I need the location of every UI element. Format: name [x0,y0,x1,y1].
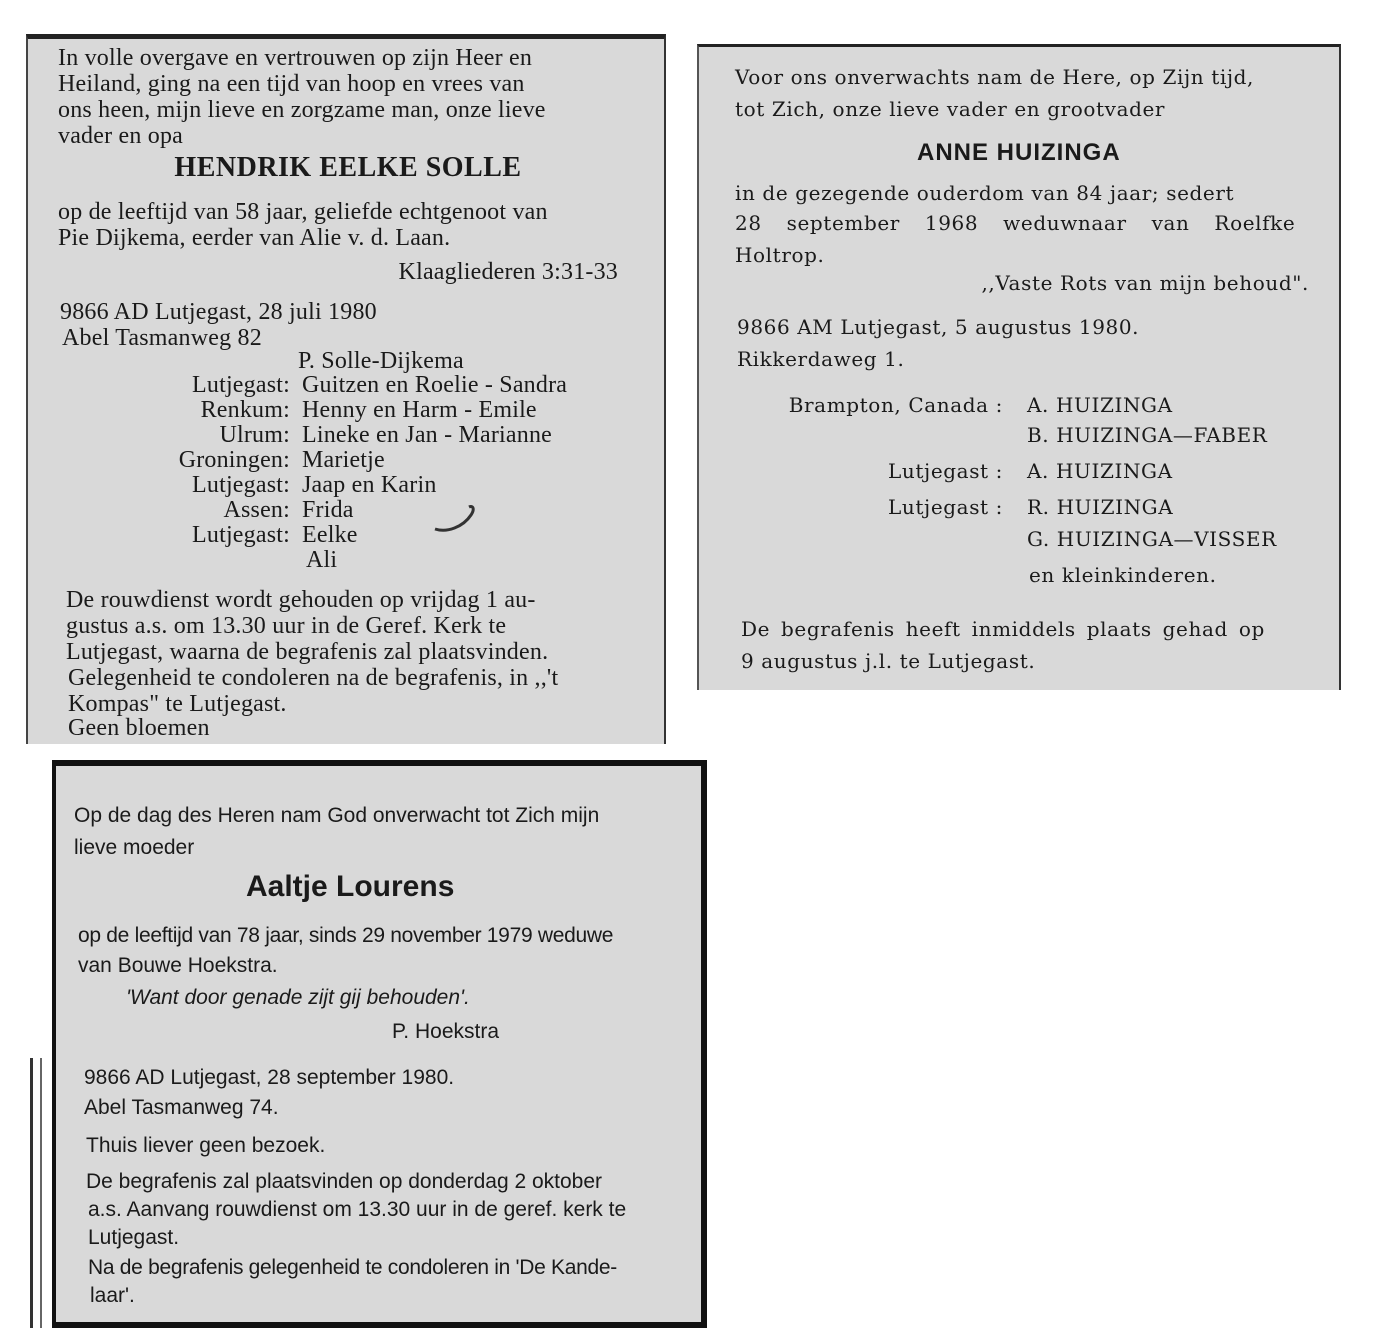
family-names: Ali [306,547,338,573]
details-line: op de leeftijd van 58 jaar, geliefde echtgenoot van [58,199,548,225]
family-place: Lutjegast: [192,472,290,498]
family-names: Lineke en Jan - Marianne [302,422,553,448]
address-line: 9866 AM Lutjegast, 5 augustus 1980. [737,315,1140,339]
details-line: 28 september 1968 weduwnaar van Roelfke [735,211,1296,235]
notice-lourens [52,760,707,1328]
address-line: Abel Tasmanweg 74. [84,1096,279,1119]
closing-line: Gelegenheid te condoleren na de begrafenis, in ,,'t [68,665,559,691]
details-line: Holtrop. [735,243,825,267]
clipping-edge [30,1058,33,1328]
visit-note: Thuis liever geen bezoek. [86,1134,326,1157]
notice-huizinga [697,44,1341,690]
closing-line: a.s. Aanvang rouwdienst om 13.30 uur in de geref. kerk te [88,1198,627,1221]
closing-line: 9 augustus j.l. te Lutjegast. [741,649,1036,673]
clipping-edge [40,1058,42,1328]
address-line: Rikkerdaweg 1. [737,347,905,371]
family-place: Lutjegast: [192,522,290,548]
family-place: Brampton, Canada : [788,393,1003,417]
family-place: Renkum: [200,397,290,423]
family-names: Frida [302,497,354,523]
closing-line: De begrafenis zal plaatsvinden op donderdag 2 oktober [86,1170,603,1193]
intro-line: In volle overgave en vertrouwen op zijn Heer en [58,45,533,71]
closing-line: Lutjegast. [88,1226,180,1249]
intro-line: vader en opa [58,123,184,149]
family-names: Jaap en Karin [302,472,437,498]
deceased-name: HENDRIK EELKE SOLLE [174,152,522,183]
family-names: Eelke [302,522,358,548]
closing-line: gustus a.s. om 13.30 uur in de Geref. Kerk te [66,613,507,639]
intro-line: lieve moeder [74,836,195,859]
family-names: en kleinkinderen. [1029,563,1217,587]
family-names: Henny en Harm - Emile [302,397,537,423]
closing-line: Kompas" te Lutjegast. [68,691,287,717]
family-names: Marietje [302,447,385,473]
closing-line: Na de begrafenis gelegenheid te condoleren in 'De Kande- [88,1256,617,1279]
details-line: van Bouwe Hoekstra. [78,954,278,977]
family-names: B. HUIZINGA—FABER [1027,423,1268,447]
signer: P. Hoekstra [392,1020,499,1043]
details-line: op de leeftijd van 78 jaar, sinds 29 november 1979 weduwe [78,924,614,947]
family-place: Lutjegast : [888,495,1003,519]
family-place: Assen: [223,497,290,523]
address-line: Abel Tasmanweg 82 [62,325,262,351]
intro-line: Heiland, ging na een tijd van hoop en vrees van [58,71,525,97]
family-names: R. HUIZINGA [1027,495,1174,519]
closing-line: De rouwdienst wordt gehouden op vrijdag 1 au- [66,587,536,613]
bible-verse: Klaagliederen 3:31-33 [398,259,618,285]
family-names: Guitzen en Roelie - Sandra [302,372,568,398]
deceased-name: ANNE HUIZINGA [917,139,1121,166]
closing-line: laar'. [90,1284,135,1307]
deceased-name: Aaltje Lourens [246,870,455,903]
family-names: A. HUIZINGA [1027,393,1173,417]
closing-line: Geen bloemen [68,715,210,741]
family-names: A. HUIZINGA [1027,459,1173,483]
intro-line: tot Zich, onze lieve vader en grootvader [735,97,1166,121]
family-place: Lutjegast: [192,372,290,398]
family-names: G. HUIZINGA—VISSER [1027,527,1277,551]
intro-line: Op de dag des Heren nam God onverwacht tot Zich mijn [74,804,600,827]
details-line: Pie Dijkema, eerder van Alie v. d. Laan. [58,225,451,251]
pen-mark [433,501,483,536]
details-line: in de gezegende ouderdom van 84 jaar; sedert [735,181,1235,205]
address-line: 9866 AD Lutjegast, 28 juli 1980 [60,299,377,325]
hymn-quote: ,,Vaste Rots van mijn behoud". [981,271,1309,295]
family-names: P. Solle-Dijkema [298,348,464,374]
intro-line: ons heen, mijn lieve en zorgzame man, onze lieve [58,97,546,123]
family-place: Lutjegast : [888,459,1003,483]
notice-solle [26,34,666,744]
family-place: Groningen: [178,447,290,473]
address-line: 9866 AD Lutjegast, 28 september 1980. [84,1066,455,1089]
family-place: Ulrum: [219,422,290,448]
intro-line: Voor ons onverwachts nam de Here, op Zijn tijd, [735,65,1254,89]
closing-line: De begrafenis heeft inmiddels plaats gehad op [741,617,1265,641]
closing-line: Lutjegast, waarna de begrafenis zal plaatsvinden. [66,639,549,665]
bible-verse: 'Want door genade zijt gij behouden'. [126,986,470,1009]
